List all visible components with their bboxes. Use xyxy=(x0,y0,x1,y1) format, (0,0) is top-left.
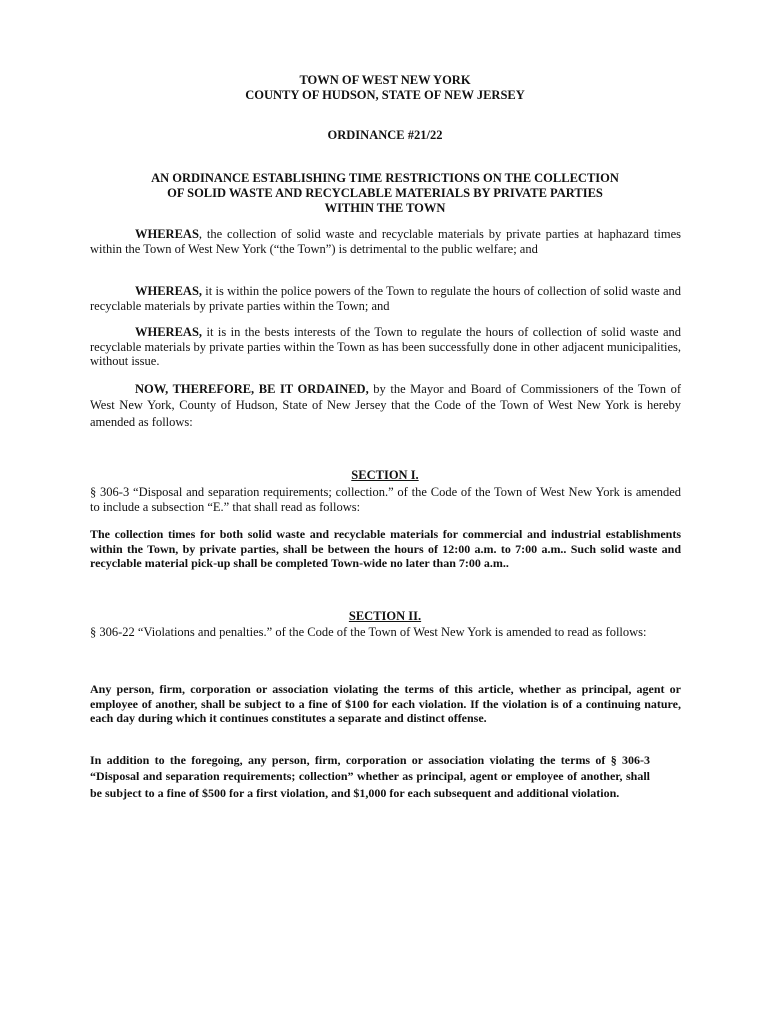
ordinance-title xyxy=(60,171,710,216)
section-2-body-1: Any person, firm, corporation or association violating the terms of this article, whether as principal, agent or employee of another, shall be subject to a fine of $100 for each violation. If the violation is of a continuing nature, each day during which it continues constitutes a separate and distinct offense. xyxy=(90,682,681,726)
whereas-text: it is within the police powers of the Town to regulate the hours of collection of solid waste and recyclable materials by private parties within the Town; and xyxy=(90,284,681,313)
whereas-lead: WHEREAS xyxy=(135,227,199,241)
county-state: COUNTY OF HUDSON, STATE OF NEW JERSEY xyxy=(245,88,525,102)
title-line-1: AN ORDINANCE ESTABLISHING TIME RESTRICTIONS ON THE COLLECTION xyxy=(151,171,619,185)
whereas-text: , the collection of solid waste and recyclable materials by private parties at haphazard times within the Town of West New York (“the Town”) is detrimental to the public welfare; and xyxy=(90,227,681,256)
whereas-paragraph-1 xyxy=(90,227,681,256)
ordained-lead: NOW, THEREFORE, BE IT ORDAINED, xyxy=(135,382,369,396)
ordained-text: by the Mayor and Board of Commissioners of the Town of West New York, County of Hudson, State of New Jersey that the Code of the Town of West New York is hereby amended as follows: xyxy=(90,382,681,429)
ordinance-number: ORDINANCE #21/22 xyxy=(327,128,443,142)
whereas-paragraph-3 xyxy=(90,325,681,369)
town-name: TOWN OF WEST NEW YORK xyxy=(299,73,471,87)
section-1-intro: § 306-3 “Disposal and separation requirements; collection.” of the Code of the Town of West New York is amended to include a subsection “E.” that shall read as follows: xyxy=(90,485,681,514)
whereas-text: it is in the bests interests of the Town to regulate the hours of collection of solid waste and recyclable materials by private parties within the Town as has been successfully done in other adjacent municipalities, without issue. xyxy=(90,325,681,369)
ordained-paragraph xyxy=(90,381,681,430)
section-2-intro: § 306-22 “Violations and penalties.” of the Code of the Town of West New York is amended to read as follows: xyxy=(90,625,647,639)
section-2-body-2: In addition to the foregoing, any person, firm, corporation or association violating the terms of § 306-3 “Disposal and separation requirements; collection” whether as principal, agent or employee of another, shall be subject to a fine of $500 for a first violation, and $1,000 for each subsequent and additional violation. xyxy=(90,753,650,800)
document-header xyxy=(60,73,710,103)
whereas-lead: WHEREAS, xyxy=(135,284,203,298)
section-1-body: The collection times for both solid waste and recyclable materials for commercial and industrial establishments within the Town, by private parties, shall be between the hours of 12:00 a.m. to 7:00 a.m.. Such solid waste and recyclable material pick-up shall be completed Town-wide no later than 7:00 a.m.. xyxy=(90,527,681,571)
title-line-3: WITHIN THE TOWN xyxy=(324,201,446,215)
whereas-paragraph-2 xyxy=(90,284,681,313)
section-1-heading: SECTION I. xyxy=(351,468,419,482)
title-line-2: OF SOLID WASTE AND RECYCLABLE MATERIALS BY PRIVATE PARTIES xyxy=(167,186,603,200)
whereas-lead: WHEREAS, xyxy=(135,325,203,339)
section-2-heading: SECTION II. xyxy=(348,609,422,623)
